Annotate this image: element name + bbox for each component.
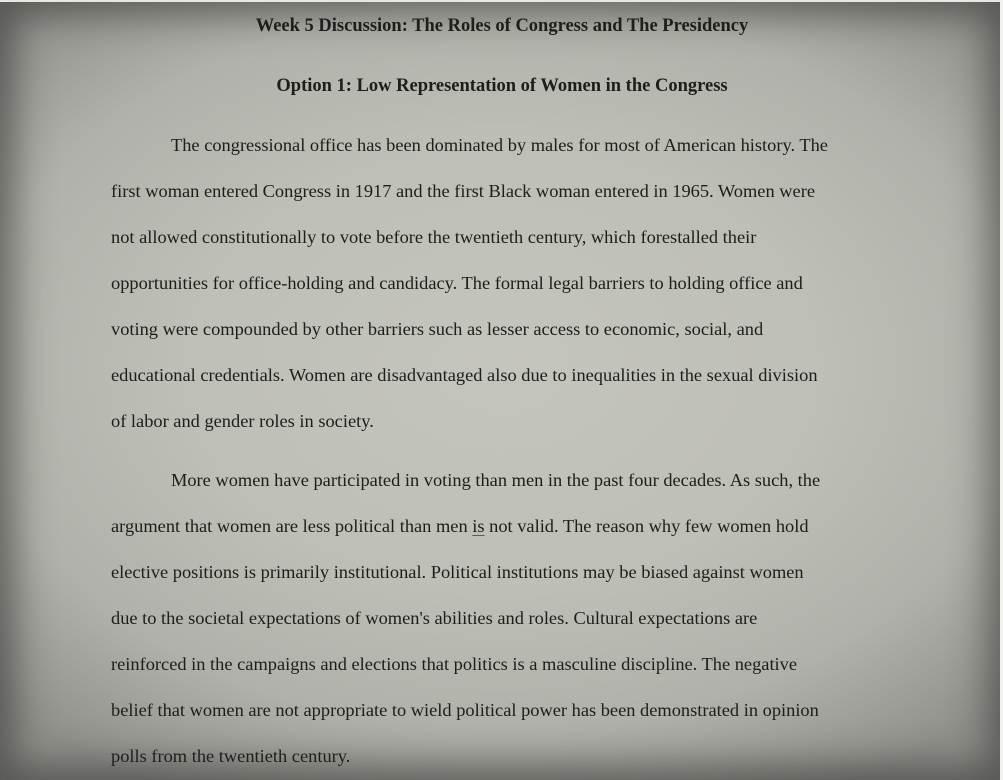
paragraph-line: polls from the twentieth century. <box>111 746 351 766</box>
grammar-flagged-word[interactable]: is <box>472 516 485 536</box>
paragraph-line: not allowed constitutionally to vote before the twentieth century, which forestalled their <box>111 227 757 247</box>
paragraph-line: belief that women are not appropriate to wield political power has been demonstrated in opinion <box>111 700 819 720</box>
line-text: not valid. The reason why few women hold <box>484 516 809 536</box>
paragraph-line: voting were compounded by other barriers such as lesser access to economic, social, and <box>111 319 764 339</box>
paragraph-2 <box>111 457 893 779</box>
paragraph-line: elective positions is primarily institutional. Political institutions may be biased against women <box>111 562 804 582</box>
document-subtitle: Option 1: Low Representation of Women in the Congress <box>276 76 728 96</box>
paragraph-line: reinforced in the campaigns and elections that politics is a masculine discipline. The negative <box>111 654 798 674</box>
paragraph-line: educational credentials. Women are disadvantaged also due to inequalities in the sexual division <box>111 365 818 385</box>
paragraph-line: of labor and gender roles in society. <box>111 411 374 431</box>
paragraph-line: due to the societal expectations of women's abilities and roles. Cultural expectations are <box>111 608 758 628</box>
paragraph-line: The congressional office has been dominated by males for most of American history. The <box>171 135 828 155</box>
paragraph-line: More women have participated in voting than men in the past four decades. As such, the <box>171 470 821 490</box>
line-text: argument that women are less political than men <box>111 516 473 536</box>
paragraph-line: first woman entered Congress in 1917 and the first Black woman entered in 1965. Women were <box>111 181 815 201</box>
paragraph-1 <box>111 122 893 444</box>
document-title: Week 5 Discussion: The Roles of Congress and The Presidency <box>255 16 749 36</box>
paragraph-line: opportunities for office-holding and candidacy. The formal legal barriers to holding office and <box>111 273 803 293</box>
screen-edge-top <box>0 0 1003 2</box>
paragraph-line <box>111 503 893 549</box>
